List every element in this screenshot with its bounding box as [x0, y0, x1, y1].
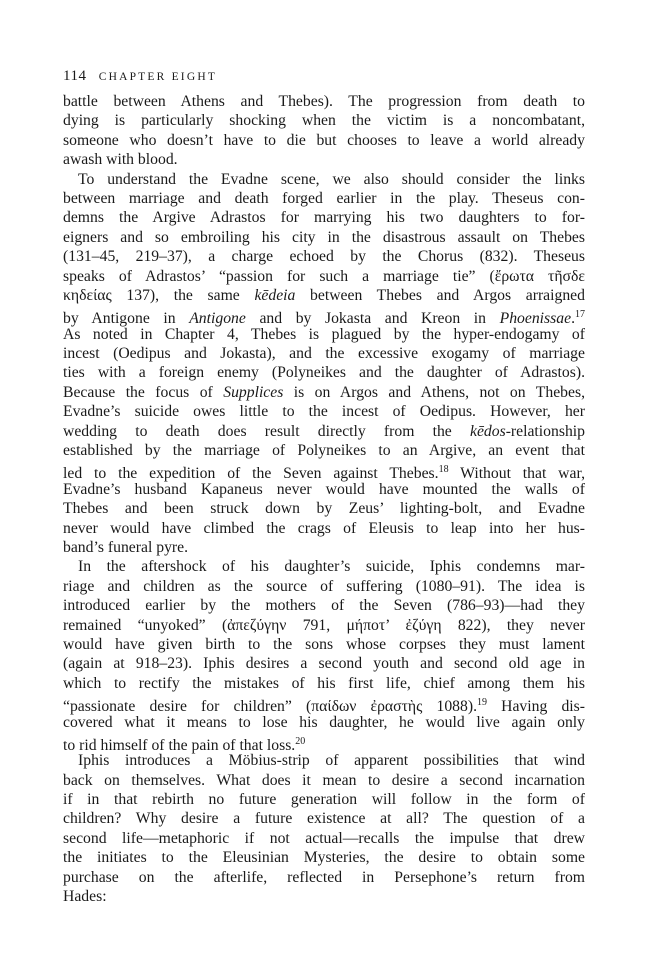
paragraph — [63, 751, 585, 906]
paragraph — [63, 92, 585, 170]
text-line: someone who doesn’t have to die but chooses to leave a world already — [63, 131, 585, 149]
text-line: demns the Argive Adrastos for marrying his two daughters to for- — [63, 209, 585, 227]
text-line: dying is particularly shocking when the victim is a noncombatant, — [63, 112, 585, 130]
paragraph — [63, 557, 585, 755]
text-line: As noted in Chapter 4, Thebes is plagued by the hyper-endogamy of — [63, 325, 585, 343]
text-line: incest (Oedipus and Jokasta), and the excessive exogamy of marriage — [63, 345, 585, 363]
text-line: back on themselves. What does it mean to desire a second incarnation — [63, 771, 585, 789]
page-number: 114 — [63, 68, 87, 84]
text-line: Evadne’s husband Kapaneus never would have mounted the walls of — [63, 480, 585, 498]
text-line: speaks of Adrastos’ “passion for such a marriage tie” (ἔρωτα τῆσδε — [63, 267, 585, 285]
text-line: between marriage and death forged earlier in the play. Theseus con- — [63, 189, 585, 207]
chapter-title: CHAPTER EIGHT — [98, 71, 218, 83]
text-line: (131–45, 219–37), a charge echoed by the Chorus (832). Theseus — [63, 248, 585, 266]
text-line: In the aftershock of his daughter’s suicide, Iphis condemns mar- — [78, 558, 585, 576]
text-line: the initiates to the Eleusinian Mysteries, the desire to obtain some — [63, 849, 585, 867]
text-line: would have given birth to the sons whose corpses they must lament — [63, 635, 585, 653]
text-line: battle between Athens and Thebes). The progression from death to — [63, 93, 585, 110]
text-line: Iphis introduces a Möbius-strip of apparent possibilities that wind — [78, 752, 585, 770]
running-head — [63, 64, 585, 88]
text-line: wedding to death does result directly from the kēdos-relationship — [63, 422, 585, 440]
text-line: (again at 918–23). Iphis desires a second youth and second old age in — [63, 655, 585, 673]
text-line: which to rectify the mistakes of his first life, chief among them his — [63, 674, 585, 692]
text-line: Thebes and been struck down by Zeus’ lighting-bolt, and Evadne — [63, 500, 585, 518]
paragraph — [63, 170, 585, 558]
text-line: riage and children as the source of suffering (1080–91). The idea is — [63, 577, 585, 595]
text-line: purchase on the afterlife, reflected in Persephone’s return from — [63, 868, 585, 886]
book-page — [63, 64, 585, 906]
text-line: Evadne’s suicide owes little to the incest of Oedipus. However, her — [63, 403, 585, 421]
text-line: band’s funeral pyre. — [63, 538, 189, 556]
text-line: Because the focus of Supplices is on Argos and Athens, not on Thebes, — [63, 383, 585, 401]
text-line: never would have climbed the crags of Eleusis to leap into her hus- — [63, 519, 585, 537]
body-text — [63, 92, 585, 906]
text-line: κηδείας 137), the same kēdeia between Thebes and Argos arraigned — [63, 286, 585, 304]
text-line: by Antigone in Antigone and by Jokasta and Kreon in Phoenissae.$^{17}$ — [63, 309, 585, 328]
text-line: led to the expedition of the Seven against Thebes.$^{18}$ Without that war, — [63, 464, 585, 483]
text-line: established by the marriage of Polyneikes to an Argive, an event that — [63, 442, 585, 460]
text-line: remained “unyoked” (ἀπεζύγην 791, μήποτ’ ἐζύγη 822), they never — [63, 616, 585, 634]
text-line: eigners and so embroiling his city in the disastrous assault on Thebes — [63, 228, 585, 246]
text-line: second life—metaphoric if not actual—recalls the impulse that drew — [63, 829, 585, 847]
text-line: To understand the Evadne scene, we also should consider the links — [78, 170, 585, 188]
text-line: if in that rebirth no future generation will follow in the form of — [63, 791, 585, 809]
text-line: covered what it means to lose his daughter, he would live again only — [63, 713, 585, 731]
text-line: awash with blood. — [63, 151, 178, 169]
text-line: children? Why desire a future existence at all? The question of a — [63, 810, 585, 828]
text-line: Hades: — [63, 888, 107, 906]
text-line: to rid himself of the pain of that loss.$^{20}$ — [63, 735, 306, 755]
text-line: ties with a foreign enemy (Polyneikes and the daughter of Adrastos). — [63, 364, 585, 382]
text-line: introduced earlier by the mothers of the Seven (786–93)—had they — [63, 597, 585, 615]
text-line: “passionate desire for children” (παίδων ἐραστὴς 1088).$^{19}$ Having dis- — [63, 697, 585, 716]
